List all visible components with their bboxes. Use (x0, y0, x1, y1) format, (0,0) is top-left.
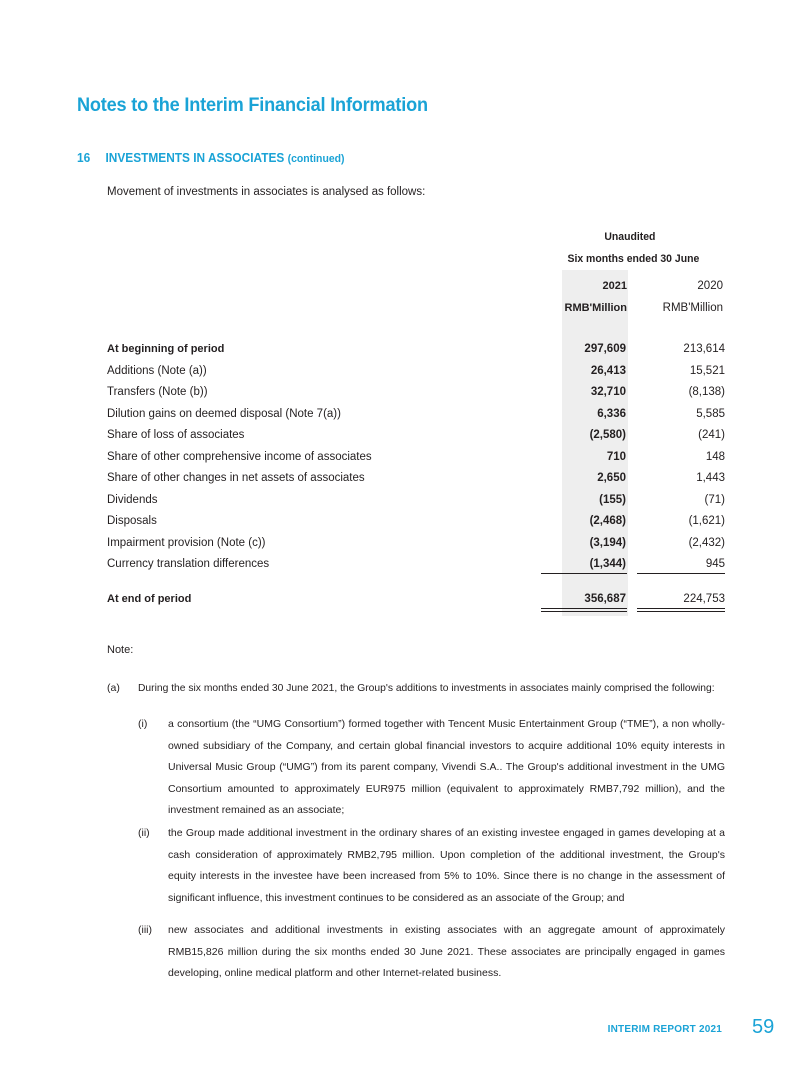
value-2020: 15,521 (689, 364, 725, 377)
table-row (107, 515, 725, 535)
section-number: 16 (77, 151, 91, 165)
row-label: Dilution gains on deemed disposal (Note 7(a)) (107, 407, 341, 420)
value-2021: 32,710 (590, 386, 626, 398)
item-iii-marker: (iii) (138, 924, 152, 936)
unit-2021-header: RMB'Million (564, 302, 627, 314)
total-rule-2020-bottom (637, 611, 725, 612)
table-row (107, 365, 725, 385)
year-2020-header: 2020 (697, 280, 723, 292)
total-label: At end of period (107, 593, 192, 605)
intro-text: Movement of investments in associates is analysed as follows: (107, 186, 426, 198)
subtotal-rule-2020 (637, 573, 725, 574)
subtotal-rule-2021 (541, 573, 627, 574)
item-ii-text: the Group made additional investment in the ordinary shares of an existing investee engaged in games developing at a cash consideration of approximately RMB2,795 million. Upon completion of the additional investment, the Group's equity interests in the investee have been increased from 5% to 10%. Since there is no change in the assessment of significant influence, this investment continues to be considered as an associate of the Group; and (168, 827, 725, 904)
value-2020: (2,432) (688, 536, 725, 549)
unaudited-label: Unaudited (604, 231, 656, 243)
total-row (107, 593, 725, 613)
total-rule-2021-top (541, 608, 627, 609)
period-label: Six months ended 30 June (567, 253, 700, 265)
value-2020: 5,585 (696, 407, 725, 420)
value-2020: (241) (698, 429, 725, 441)
row-label: Share of other comprehensive income of associates (107, 450, 372, 463)
row-label: At beginning of period (107, 343, 225, 355)
row-label: Disposals (107, 515, 157, 527)
section-suffix: (continued) (287, 153, 345, 165)
item-iii-text: new associates and additional investments in existing associates with an aggregate amount of approximately RMB15,826 million during the six months ended 30 June 2021. These associates are principally engaged in games developing, online medical platform and other Internet-related business. (168, 924, 725, 979)
value-2021: (2,468) (589, 515, 626, 527)
section-title: INVESTMENTS IN ASSOCIATES (105, 151, 285, 165)
section-heading (77, 151, 345, 165)
item-i-text: a consortium (the “UMG Consortium”) formed together with Tencent Music Entertainment Group (“TME”), a non wholly-owned subsidiary of the Company, and certain global financial investors to acquire additional 10% equity interests in Universal Music Group (“UMG”) from its parent company, Vivendi S.A.. The Group's additional investment in the UMG Consortium amounted to approximately EUR975 million (equivalent to approximately RMB7,792 million), and the investment remained as an associate; (168, 718, 725, 816)
value-2021: (2,580) (589, 429, 626, 441)
value-2020: 148 (705, 450, 725, 463)
table-row (107, 558, 725, 578)
item-ii-marker: (ii) (138, 827, 150, 839)
total-2021: 356,687 (584, 593, 626, 605)
footer-report-name: INTERIM REPORT 2021 (607, 1024, 722, 1035)
note-label: Note: (107, 644, 134, 656)
value-2021: 26,413 (590, 364, 626, 377)
value-2021: 6,336 (597, 407, 626, 420)
value-2020: (1,621) (688, 515, 725, 527)
value-2020: (8,138) (688, 386, 725, 398)
unit-2020-header: RMB'Million (662, 302, 723, 314)
value-2020: 213,614 (683, 343, 725, 355)
table-row (107, 429, 725, 449)
value-2021: 297,609 (584, 343, 626, 355)
row-label: Share of other changes in net assets of associates (107, 472, 365, 484)
table-row (107, 343, 725, 363)
table-row (107, 494, 725, 514)
table-row (107, 472, 725, 492)
row-label: Currency translation differences (107, 558, 270, 570)
row-label: Share of loss of associates (107, 429, 245, 441)
row-label: Impairment provision (Note (c)) (107, 536, 266, 549)
page-number: 59 (752, 1016, 775, 1038)
total-rule-2021-bottom (541, 611, 627, 612)
value-2021: (155) (599, 493, 626, 506)
note-a-text: During the six months ended 30 June 2021, the Group's additions to investments in associates mainly comprised the following: (138, 683, 715, 694)
value-2020: 945 (705, 558, 725, 570)
year-2021-header: 2021 (602, 280, 627, 292)
table-row (107, 386, 725, 406)
table-row (107, 451, 725, 471)
row-label: Dividends (107, 493, 158, 506)
value-2021: 710 (606, 450, 626, 463)
value-2020: 1,443 (696, 472, 725, 484)
table-row (107, 537, 725, 557)
total-rule-2020-top (637, 608, 725, 609)
row-label: Transfers (Note (b)) (107, 386, 208, 398)
value-2021: (1,344) (589, 558, 626, 570)
value-2020: (71) (704, 493, 725, 506)
value-2021: (3,194) (589, 536, 626, 549)
item-i-marker: (i) (138, 718, 148, 730)
table-row (107, 408, 725, 428)
note-a-marker: (a) (107, 682, 120, 694)
value-2021: 2,650 (597, 472, 626, 484)
total-2020: 224,753 (683, 593, 725, 605)
page-title: Notes to the Interim Financial Information (77, 94, 428, 116)
row-label: Additions (Note (a)) (107, 364, 207, 377)
